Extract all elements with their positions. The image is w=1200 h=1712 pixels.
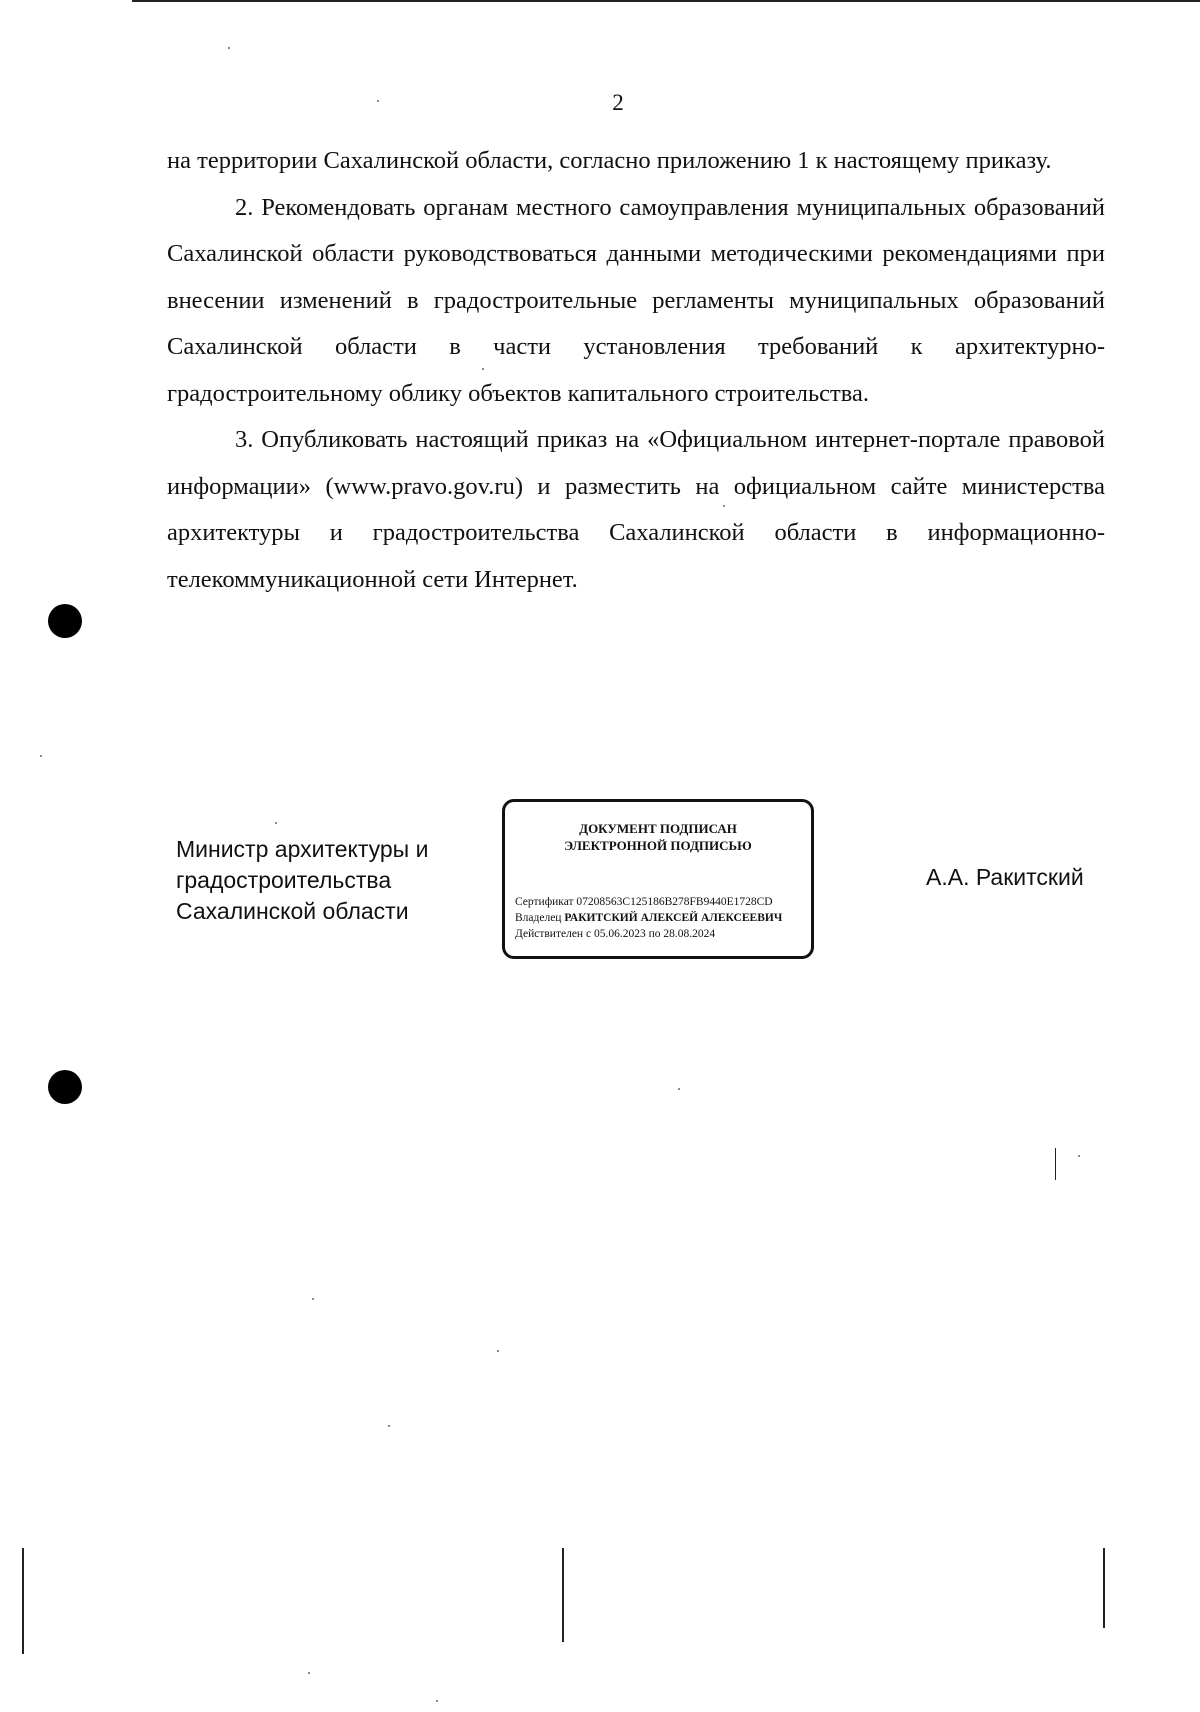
stamp-validity-row bbox=[515, 926, 782, 942]
scan-speck bbox=[275, 822, 277, 824]
scan-speck bbox=[388, 1425, 390, 1427]
scan-top-edge-line bbox=[132, 0, 1200, 2]
scan-speck bbox=[312, 1298, 314, 1300]
stamp-certificate-label: Сертификат bbox=[515, 896, 574, 908]
scan-speck bbox=[482, 368, 484, 370]
punch-hole-mark bbox=[48, 604, 82, 638]
scan-speck bbox=[228, 47, 230, 49]
stamp-certificate-value: 07208563C125186B278FB9440E1728CD bbox=[576, 896, 773, 908]
scan-speck bbox=[40, 755, 42, 757]
scan-speck bbox=[377, 100, 379, 102]
scan-edge-line bbox=[1055, 1148, 1056, 1180]
electronic-signature-stamp bbox=[502, 799, 814, 959]
signer-name: А.А. Ракитский bbox=[926, 864, 1084, 890]
paragraph-item-2: 2. Рекомендовать органам местного самоуправления муниципальных образований Сахалинской области руководствоваться данными методическими рекомендациями при внесении изменений в градостроительные регламенты муниципальных образований Сахалинской области в части установления требований к архитектурно-градостроительному облику объектов капитального строительства. bbox=[167, 193, 1105, 407]
scan-edge-line bbox=[562, 1548, 564, 1642]
scan-speck bbox=[308, 1672, 310, 1674]
scan-speck bbox=[678, 1088, 680, 1090]
signer-position-line: градостроительства bbox=[176, 867, 392, 893]
scan-speck bbox=[497, 1350, 499, 1352]
signer-position bbox=[176, 834, 428, 927]
scan-speck bbox=[1078, 1155, 1080, 1157]
paragraph-continued: на территории Сахалинской области, согласно приложению 1 к настоящему приказу. bbox=[167, 147, 1052, 174]
stamp-owner-row bbox=[515, 910, 782, 926]
document-body bbox=[167, 138, 1105, 603]
paragraph-item-3: 3. Опубликовать настоящий приказ на «Официальном интернет-портале правовой информации» (www.pravo.gov.ru) и разместить на официальном сайте министерства архитектуры и градостроительства Сахалинской области в информационно-телекоммуникационной сети Интернет. bbox=[167, 426, 1105, 593]
page-number: 2 bbox=[612, 90, 624, 115]
signer-position-line: Министр архитектуры и bbox=[176, 836, 429, 862]
stamp-validity-label: Действителен bbox=[515, 928, 584, 940]
stamp-heading bbox=[505, 820, 811, 854]
scan-speck bbox=[723, 505, 725, 507]
punch-hole-mark bbox=[48, 1070, 82, 1104]
stamp-certificate-row bbox=[515, 894, 782, 910]
scan-speck bbox=[436, 1700, 438, 1702]
stamp-owner-label: Владелец bbox=[515, 912, 562, 924]
stamp-heading-line: ЭЛЕКТРОННОЙ ПОДПИСЬЮ bbox=[564, 838, 752, 853]
stamp-validity-value: с 05.06.2023 по 28.08.2024 bbox=[585, 928, 716, 940]
stamp-owner-value: РАКИТСКИЙ АЛЕКСЕЙ АЛЕКСЕЕВИЧ bbox=[564, 912, 783, 924]
signer-position-line: Сахалинской области bbox=[176, 898, 409, 924]
scan-edge-line bbox=[1103, 1548, 1105, 1628]
stamp-details bbox=[515, 894, 782, 942]
scan-edge-line bbox=[22, 1548, 24, 1654]
stamp-heading-line: ДОКУМЕНТ ПОДПИСАН bbox=[579, 821, 737, 836]
